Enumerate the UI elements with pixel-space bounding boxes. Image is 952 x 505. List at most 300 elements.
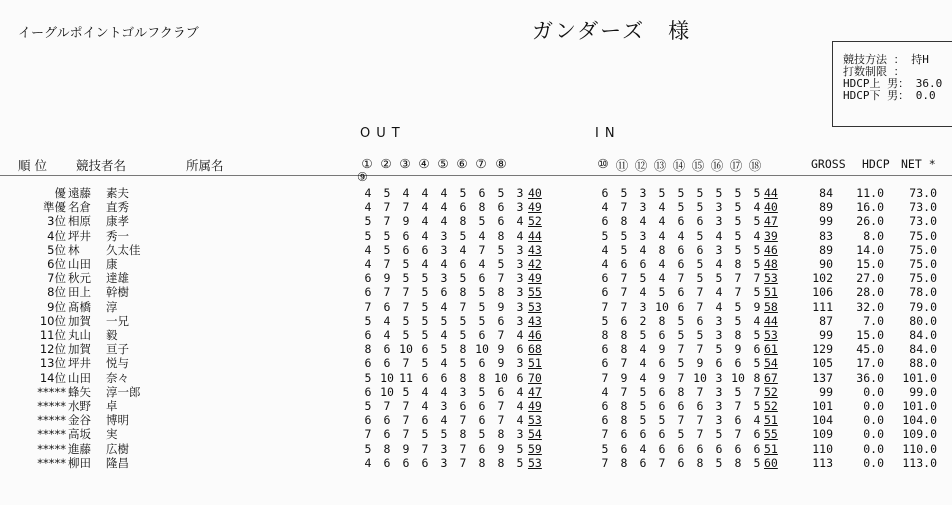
section-in: IN [595, 126, 621, 141]
rank-cell: ***** [37, 455, 66, 470]
in-score-cell: 6 [620, 427, 628, 442]
table-row [0, 271, 952, 285]
net-cell: 75.0 [909, 242, 937, 257]
out-score-cell: 9 [402, 214, 410, 229]
in-score-cell: 5 [715, 455, 723, 470]
out-score-cell: 5 [497, 257, 505, 271]
given-name-cell: 亘子 [106, 342, 129, 357]
out-score-cell: 6 [383, 427, 391, 442]
in-score-cell: 6 [734, 413, 742, 428]
in-score-cell: 7 [658, 455, 666, 470]
out-score-cell: 7 [402, 427, 410, 442]
out-score-cell: 3 [516, 200, 524, 215]
in-score-cell: 6 [601, 342, 609, 357]
in-score-cell: 6 [696, 313, 704, 328]
out-score-cell: 6 [516, 370, 524, 385]
in-score-cell: 7 [620, 356, 628, 371]
out-score-cell: 7 [459, 413, 467, 428]
out-score-cell: 6 [364, 384, 372, 399]
out-score-cell: 8 [459, 285, 467, 300]
in-score-cell: 7 [696, 285, 704, 300]
in-score-cell: 6 [601, 285, 609, 300]
out-score-cell: 4 [402, 186, 410, 200]
out-score-cell: 4 [516, 328, 524, 342]
given-name-cell: 悦与 [106, 356, 129, 371]
gross-cell: 99 [819, 328, 833, 342]
in-score-cell: 3 [715, 399, 723, 413]
in-hole-number: ⑫ [634, 158, 648, 173]
in-score-cell: 4 [715, 228, 723, 243]
in-score-cell: 7 [677, 271, 685, 286]
out-score-cell: 6 [421, 370, 429, 385]
out-score-cell: 4 [440, 214, 448, 229]
in-score-cell: 8 [696, 455, 704, 470]
in-score-cell: 6 [639, 455, 647, 470]
in-score-cell: 6 [658, 384, 666, 399]
out-score-cell: 5 [364, 441, 372, 456]
out-score-cell: 5 [383, 242, 391, 257]
out-total-cell: 40 [528, 186, 542, 200]
net-cell: 73.0 [909, 186, 937, 200]
family-name-cell: 金谷 [68, 413, 91, 428]
in-score-cell: 7 [601, 427, 609, 442]
in-score-cell: 7 [620, 200, 628, 215]
out-score-cell: 7 [421, 441, 429, 456]
in-score-cell: 6 [677, 257, 685, 271]
in-score-cell: 7 [734, 271, 742, 286]
table-row [0, 328, 952, 342]
out-total-cell: 43 [528, 313, 542, 328]
out-score-cell: 6 [497, 200, 505, 215]
out-score-cell: 4 [440, 257, 448, 271]
rule-line-hdcp-lower: HDCP下 男： 0.0 [843, 89, 936, 102]
net-cell: 75.0 [909, 257, 937, 271]
out-score-cell: 5 [421, 427, 429, 442]
out-score-cell: 9 [497, 356, 505, 371]
table-row [0, 371, 952, 385]
in-score-cell: 5 [715, 186, 723, 200]
in-score-cell: 6 [715, 356, 723, 371]
out-score-cell: 4 [421, 399, 429, 413]
out-score-cell: 5 [478, 285, 486, 300]
in-score-cell: 5 [696, 271, 704, 286]
net-cell: 79.0 [909, 299, 937, 314]
in-score-cell: 7 [601, 370, 609, 385]
family-name-cell: 水野 [68, 399, 91, 413]
in-score-cell: 4 [658, 214, 666, 229]
in-score-cell: 7 [620, 299, 628, 314]
hdcp-cell: 0.0 [863, 413, 884, 428]
out-score-cell: 6 [497, 214, 505, 229]
out-score-cell: 3 [440, 242, 448, 257]
in-score-cell: 5 [677, 328, 685, 342]
family-name-cell: 蜂矢 [68, 384, 91, 399]
out-score-cell: 5 [421, 285, 429, 300]
out-score-cell: 4 [421, 228, 429, 243]
out-score-cell: 8 [497, 285, 505, 300]
in-score-cell: 6 [696, 242, 704, 257]
in-score-cell: 5 [753, 257, 761, 271]
in-score-cell: 4 [639, 214, 647, 229]
in-score-cell: 5 [601, 441, 609, 456]
out-score-cell: 5 [478, 299, 486, 314]
gross-cell: 84 [819, 186, 833, 200]
in-score-cell: 7 [601, 455, 609, 470]
given-name-cell: 直秀 [106, 200, 129, 215]
rank-cell: 9位 [47, 299, 66, 314]
out-score-cell: 4 [516, 228, 524, 243]
out-total-cell: 53 [528, 299, 542, 314]
in-total-cell: 67 [764, 370, 778, 385]
out-score-cell: 5 [421, 313, 429, 328]
out-score-cell: 7 [383, 285, 391, 300]
out-score-cell: 4 [440, 328, 448, 342]
out-score-cell: 4 [440, 186, 448, 200]
in-score-cell: 5 [620, 228, 628, 243]
in-score-cell: 5 [696, 228, 704, 243]
out-total-cell: 49 [528, 399, 542, 413]
out-score-cell: 5 [478, 427, 486, 442]
in-score-cell: 6 [601, 186, 609, 200]
given-name-cell: 康孝 [106, 214, 129, 229]
in-score-cell: 9 [658, 342, 666, 357]
out-score-cell: 6 [383, 455, 391, 470]
out-score-cell: 3 [440, 441, 448, 456]
out-score-cell: 6 [459, 257, 467, 271]
out-score-cell: 4 [516, 413, 524, 428]
given-name-cell: 秀一 [106, 228, 129, 243]
in-total-cell: 40 [764, 200, 778, 215]
in-score-cell: 5 [696, 200, 704, 215]
rank-cell: 7位 [47, 271, 66, 286]
out-score-cell: 6 [402, 455, 410, 470]
given-name-cell: 久太佳 [106, 242, 141, 257]
in-score-cell: 5 [696, 328, 704, 342]
out-score-cell: 5 [364, 214, 372, 229]
out-score-cell: 6 [478, 356, 486, 371]
out-score-cell: 6 [383, 413, 391, 428]
out-score-cell: 6 [478, 413, 486, 428]
net-cell: 104.0 [902, 413, 937, 428]
in-score-cell: 5 [715, 342, 723, 357]
out-score-cell: 10 [380, 370, 394, 385]
out-score-cell: 5 [402, 328, 410, 342]
in-total-cell: 51 [764, 413, 778, 428]
hdcp-cell: 32.0 [856, 299, 884, 314]
out-score-cell: 6 [459, 200, 467, 215]
out-score-cell: 5 [383, 186, 391, 200]
in-score-cell: 5 [620, 242, 628, 257]
in-score-cell: 6 [677, 285, 685, 300]
in-score-cell: 4 [601, 257, 609, 271]
out-score-cell: 5 [478, 214, 486, 229]
net-cell: 99.0 [909, 384, 937, 399]
rank-cell: 5位 [47, 242, 66, 257]
out-score-cell: 3 [516, 285, 524, 300]
out-score-cell: 3 [440, 228, 448, 243]
out-total-cell: 55 [528, 285, 542, 300]
in-total-cell: 53 [764, 271, 778, 286]
out-score-cell: 8 [459, 427, 467, 442]
table-row [0, 200, 952, 214]
gross-cell: 113 [812, 455, 833, 470]
hdcp-cell: 0.0 [863, 441, 884, 456]
given-name-cell: 達雄 [106, 271, 129, 286]
section-out: OUT [360, 126, 406, 141]
family-name-cell: 柳田 [68, 455, 91, 470]
in-total-cell: 48 [764, 257, 778, 271]
out-total-cell: 47 [528, 384, 542, 399]
out-score-cell: 6 [421, 413, 429, 428]
in-score-cell: 6 [753, 342, 761, 357]
out-score-cell: 5 [402, 257, 410, 271]
in-score-cell: 8 [677, 384, 685, 399]
header-rank: 順 位 [18, 158, 47, 173]
in-score-cell: 9 [696, 356, 704, 371]
out-total-cell: 43 [528, 242, 542, 257]
in-total-cell: 52 [764, 399, 778, 413]
out-score-cell: 7 [402, 285, 410, 300]
in-score-cell: 5 [715, 427, 723, 442]
rank-cell: 準優 [43, 200, 66, 215]
out-score-cell: 10 [494, 370, 508, 385]
gross-cell: 137 [812, 370, 833, 385]
in-score-cell: 5 [734, 242, 742, 257]
rank-cell: ***** [37, 441, 66, 456]
out-score-cell: 5 [516, 455, 524, 470]
gross-cell: 89 [819, 200, 833, 215]
out-score-cell: 6 [459, 399, 467, 413]
net-cell: 110.0 [902, 441, 937, 456]
out-score-cell: 5 [459, 186, 467, 200]
out-score-cell: 5 [497, 186, 505, 200]
gross-cell: 89 [819, 242, 833, 257]
hdcp-cell: 11.0 [856, 186, 884, 200]
in-score-cell: 3 [639, 200, 647, 215]
out-score-cell: 4 [421, 200, 429, 215]
out-score-cell: 6 [402, 228, 410, 243]
family-name-cell: 相原 [68, 214, 91, 229]
in-score-cell: 10 [693, 370, 707, 385]
out-score-cell: 6 [383, 342, 391, 357]
out-score-cell: 4 [421, 214, 429, 229]
out-score-cell: 6 [364, 413, 372, 428]
out-score-cell: 4 [516, 399, 524, 413]
in-score-cell: 4 [639, 441, 647, 456]
rule-line-stroke-limit: 打数制限 ： [843, 65, 905, 78]
in-total-cell: 46 [764, 242, 778, 257]
out-score-cell: 8 [459, 214, 467, 229]
in-score-cell: 6 [715, 441, 723, 456]
in-score-cell: 8 [658, 242, 666, 257]
out-score-cell: 3 [516, 427, 524, 442]
out-total-cell: 44 [528, 228, 542, 243]
hdcp-cell: 16.0 [856, 200, 884, 215]
in-score-cell: 4 [639, 242, 647, 257]
in-score-cell: 8 [734, 455, 742, 470]
out-score-cell: 7 [402, 356, 410, 371]
gross-cell: 90 [819, 257, 833, 271]
out-score-cell: 5 [402, 313, 410, 328]
out-score-cell: 7 [402, 200, 410, 215]
header-net: NET * [901, 157, 936, 171]
out-score-cell: 10 [475, 342, 489, 357]
out-score-cell: 6 [364, 271, 372, 286]
in-score-cell: 6 [639, 427, 647, 442]
net-cell: 109.0 [902, 427, 937, 442]
in-score-cell: 7 [753, 271, 761, 286]
out-hole-number: ① [361, 156, 373, 171]
in-score-cell: 5 [601, 228, 609, 243]
out-score-cell: 4 [364, 257, 372, 271]
hdcp-cell: 27.0 [856, 271, 884, 286]
table-row [0, 300, 952, 314]
in-total-cell: 51 [764, 285, 778, 300]
given-name-cell: 淳 [106, 299, 118, 314]
in-score-cell: 4 [639, 370, 647, 385]
in-score-cell: 5 [677, 186, 685, 200]
table-row [0, 399, 952, 413]
in-score-cell: 8 [734, 328, 742, 342]
out-score-cell: 4 [478, 228, 486, 243]
rules-box [832, 41, 952, 127]
in-score-cell: 9 [753, 299, 761, 314]
out-score-cell: 7 [478, 242, 486, 257]
out-score-cell: 5 [364, 399, 372, 413]
in-score-cell: 5 [677, 313, 685, 328]
in-score-cell: 5 [753, 356, 761, 371]
in-score-cell: 5 [696, 186, 704, 200]
in-score-cell: 5 [753, 455, 761, 470]
out-score-cell: 7 [383, 214, 391, 229]
in-score-cell: 5 [753, 399, 761, 413]
out-score-cell: 7 [402, 413, 410, 428]
out-score-cell: 5 [402, 271, 410, 286]
out-score-cell: 5 [364, 228, 372, 243]
out-score-cell: 5 [478, 313, 486, 328]
table-row [0, 442, 952, 456]
hdcp-cell: 15.0 [856, 257, 884, 271]
net-cell: 73.0 [909, 200, 937, 215]
in-hole-number: ⑭ [672, 158, 686, 173]
out-score-cell: 4 [364, 186, 372, 200]
in-score-cell: 4 [658, 271, 666, 286]
table-row [0, 214, 952, 228]
in-score-cell: 5 [639, 384, 647, 399]
in-score-cell: 5 [734, 186, 742, 200]
out-score-cell: 4 [516, 214, 524, 229]
out-score-cell: 3 [459, 384, 467, 399]
family-name-cell: 名倉 [68, 200, 91, 215]
out-score-cell: 8 [497, 228, 505, 243]
in-score-cell: 6 [696, 214, 704, 229]
out-score-cell: 6 [421, 342, 429, 357]
in-score-cell: 6 [677, 399, 685, 413]
in-score-cell: 7 [677, 413, 685, 428]
hdcp-cell: 26.0 [856, 214, 884, 229]
out-hole-number: ⑥ [456, 156, 468, 171]
out-score-cell: 8 [459, 370, 467, 385]
out-score-cell: 5 [459, 228, 467, 243]
out-score-cell: 7 [459, 441, 467, 456]
out-score-cell: 3 [516, 299, 524, 314]
table-row [0, 385, 952, 399]
given-name-cell: 広樹 [106, 441, 129, 456]
in-score-cell: 8 [620, 399, 628, 413]
family-name-cell: 坪井 [68, 228, 91, 243]
in-score-cell: 4 [639, 356, 647, 371]
in-score-cell: 4 [601, 200, 609, 215]
out-score-cell: 6 [516, 342, 524, 357]
in-score-cell: 5 [639, 328, 647, 342]
family-name-cell: 加賀 [68, 342, 91, 357]
in-score-cell: 8 [620, 342, 628, 357]
in-score-cell: 4 [601, 242, 609, 257]
table-row [0, 427, 952, 441]
out-score-cell: 7 [497, 399, 505, 413]
out-hole-9-label: ⑨ [357, 170, 368, 184]
given-name-cell: 隆昌 [106, 455, 129, 470]
given-name-cell: 博明 [106, 413, 129, 428]
in-score-cell: 6 [696, 441, 704, 456]
rank-cell: ***** [37, 384, 66, 399]
out-score-cell: 10 [380, 384, 394, 399]
in-hole-number: ⑪ [615, 158, 629, 173]
in-score-cell: 5 [734, 384, 742, 399]
in-score-cell: 5 [734, 313, 742, 328]
out-score-cell: 3 [516, 257, 524, 271]
in-score-cell: 5 [753, 285, 761, 300]
in-score-cell: 7 [677, 342, 685, 357]
in-hole-number: ⑱ [748, 158, 762, 173]
net-cell: 75.0 [909, 271, 937, 286]
in-score-cell: 7 [734, 285, 742, 300]
in-score-cell: 6 [753, 441, 761, 456]
in-score-cell: 5 [620, 186, 628, 200]
out-score-cell: 4 [364, 242, 372, 257]
in-score-cell: 5 [677, 356, 685, 371]
out-total-cell: 70 [528, 370, 542, 385]
in-score-cell: 4 [715, 257, 723, 271]
out-score-cell: 6 [478, 186, 486, 200]
out-total-cell: 46 [528, 328, 542, 342]
family-name-cell: 林 [68, 242, 80, 257]
in-score-cell: 2 [639, 313, 647, 328]
rank-cell: 3位 [47, 214, 66, 229]
hdcp-cell: 7.0 [863, 313, 884, 328]
rank-cell: ***** [37, 427, 66, 442]
out-score-cell: 6 [364, 356, 372, 371]
out-score-cell: 5 [459, 328, 467, 342]
in-score-cell: 3 [715, 328, 723, 342]
in-score-cell: 9 [620, 370, 628, 385]
table-row [0, 356, 952, 370]
net-cell: 75.0 [909, 228, 937, 243]
out-score-cell: 10 [399, 342, 413, 357]
in-total-cell: 44 [764, 313, 778, 328]
given-name-cell: 一兄 [106, 313, 129, 328]
in-score-cell: 10 [731, 370, 745, 385]
rank-cell: ***** [37, 413, 66, 428]
family-name-cell: 山田 [68, 257, 91, 271]
out-score-cell: 6 [421, 242, 429, 257]
in-score-cell: 5 [696, 257, 704, 271]
header-divider [0, 175, 952, 176]
out-score-cell: 8 [383, 441, 391, 456]
out-score-cell: 5 [516, 441, 524, 456]
in-score-cell: 6 [658, 328, 666, 342]
out-total-cell: 54 [528, 427, 542, 442]
